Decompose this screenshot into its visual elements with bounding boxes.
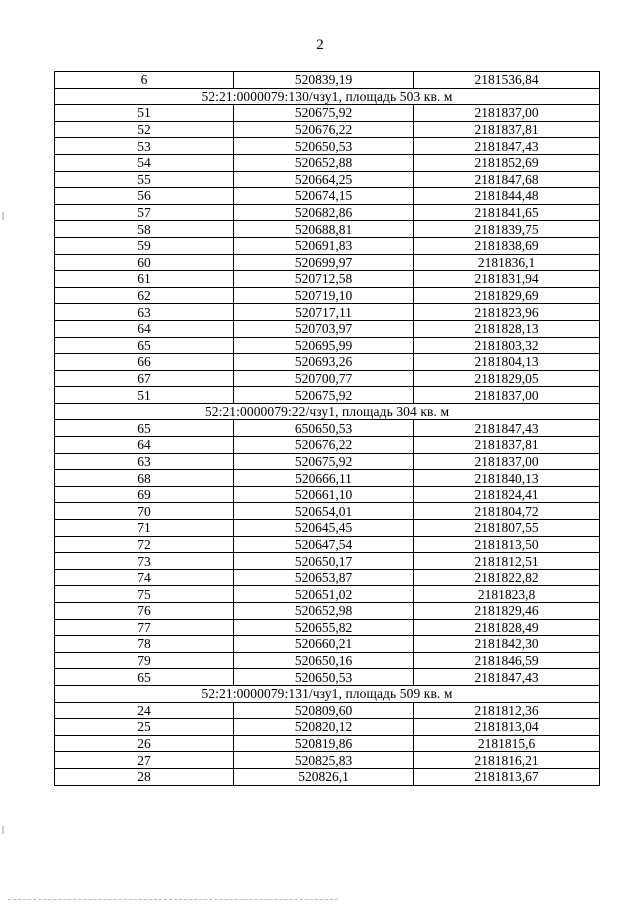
scan-edge-mark <box>2 212 4 220</box>
table-row <box>55 188 600 205</box>
bottom-rule <box>8 899 338 900</box>
point-number-cell: 52 <box>55 121 234 138</box>
x-coordinate-cell: 520820,12 <box>234 719 414 736</box>
x-coordinate-cell: 520676,22 <box>234 437 414 454</box>
table-row <box>55 204 600 221</box>
table-row <box>55 520 600 537</box>
x-coordinate-cell: 520675,92 <box>234 387 414 404</box>
x-coordinate-cell: 520650,53 <box>234 138 414 155</box>
y-coordinate-cell: 2181839,75 <box>414 221 600 238</box>
x-coordinate-cell: 520652,88 <box>234 154 414 171</box>
point-number-cell: 26 <box>55 735 234 752</box>
page-number: 2 <box>316 37 324 53</box>
x-coordinate-cell: 650650,53 <box>234 420 414 437</box>
point-number-cell: 58 <box>55 221 234 238</box>
table-row <box>55 304 600 321</box>
x-coordinate-cell: 520654,01 <box>234 503 414 520</box>
table-row <box>55 470 600 487</box>
y-coordinate-cell: 2181823,8 <box>414 586 600 603</box>
section-title: 52:21:0000079:130/чзу1, площадь 503 кв. м <box>55 88 600 105</box>
point-number-cell: 75 <box>55 586 234 603</box>
table-row <box>55 354 600 371</box>
section-title: 52:21:0000079:22/чзу1, площадь 304 кв. м <box>55 403 600 420</box>
x-coordinate-cell: 520719,10 <box>234 287 414 304</box>
point-number-cell: 63 <box>55 453 234 470</box>
x-coordinate-cell: 520717,11 <box>234 304 414 321</box>
point-number-cell: 65 <box>55 337 234 354</box>
section-title: 52:21:0000079:131/чзу1, площадь 509 кв. м <box>55 685 600 702</box>
y-coordinate-cell: 2181829,05 <box>414 370 600 387</box>
y-coordinate-cell: 2181847,43 <box>414 420 600 437</box>
table-row <box>55 287 600 304</box>
point-number-cell: 73 <box>55 553 234 570</box>
point-number-cell: 63 <box>55 304 234 321</box>
table-row <box>55 652 600 669</box>
point-number-cell: 28 <box>55 768 234 785</box>
table-row <box>55 619 600 636</box>
y-coordinate-cell: 2181813,50 <box>414 536 600 553</box>
y-coordinate-cell: 2181536,84 <box>414 72 600 89</box>
point-number-cell: 53 <box>55 138 234 155</box>
x-coordinate-cell: 520676,22 <box>234 121 414 138</box>
point-number-cell: 24 <box>55 702 234 719</box>
table-row <box>55 569 600 586</box>
x-coordinate-cell: 520819,86 <box>234 735 414 752</box>
table-row <box>55 271 600 288</box>
y-coordinate-cell: 2181812,36 <box>414 702 600 719</box>
x-coordinate-cell: 520652,98 <box>234 603 414 620</box>
table-row <box>55 221 600 238</box>
point-number-cell: 62 <box>55 287 234 304</box>
y-coordinate-cell: 2181829,69 <box>414 287 600 304</box>
section-header-row <box>55 685 600 702</box>
y-coordinate-cell: 2181838,69 <box>414 237 600 254</box>
y-coordinate-cell: 2181837,81 <box>414 437 600 454</box>
x-coordinate-cell: 520651,02 <box>234 586 414 603</box>
point-number-cell: 78 <box>55 636 234 653</box>
y-coordinate-cell: 2181837,81 <box>414 121 600 138</box>
table-row <box>55 320 600 337</box>
x-coordinate-cell: 520666,11 <box>234 470 414 487</box>
coordinates-table-body <box>55 72 600 786</box>
table-row <box>55 72 600 89</box>
table-row <box>55 503 600 520</box>
y-coordinate-cell: 2181812,51 <box>414 553 600 570</box>
table-row <box>55 636 600 653</box>
y-coordinate-cell: 2181837,00 <box>414 387 600 404</box>
y-coordinate-cell: 2181823,96 <box>414 304 600 321</box>
x-coordinate-cell: 520839,19 <box>234 72 414 89</box>
y-coordinate-cell: 2181813,04 <box>414 719 600 736</box>
x-coordinate-cell: 520653,87 <box>234 569 414 586</box>
table-row <box>55 237 600 254</box>
point-number-cell: 77 <box>55 619 234 636</box>
y-coordinate-cell: 2181842,30 <box>414 636 600 653</box>
y-coordinate-cell: 2181813,67 <box>414 768 600 785</box>
x-coordinate-cell: 520655,82 <box>234 619 414 636</box>
table-row <box>55 254 600 271</box>
point-number-cell: 64 <box>55 437 234 454</box>
table-row <box>55 486 600 503</box>
table-row <box>55 719 600 736</box>
y-coordinate-cell: 2181822,82 <box>414 569 600 586</box>
y-coordinate-cell: 2181844,48 <box>414 188 600 205</box>
table-row <box>55 735 600 752</box>
table-row <box>55 121 600 138</box>
point-number-cell: 54 <box>55 154 234 171</box>
x-coordinate-cell: 520693,26 <box>234 354 414 371</box>
y-coordinate-cell: 2181841,65 <box>414 204 600 221</box>
coordinates-table <box>54 71 600 786</box>
y-coordinate-cell: 2181852,69 <box>414 154 600 171</box>
x-coordinate-cell: 520664,25 <box>234 171 414 188</box>
table-row <box>55 370 600 387</box>
x-coordinate-cell: 520699,97 <box>234 254 414 271</box>
table-row <box>55 337 600 354</box>
point-number-cell: 51 <box>55 105 234 122</box>
y-coordinate-cell: 2181831,94 <box>414 271 600 288</box>
point-number-cell: 72 <box>55 536 234 553</box>
y-coordinate-cell: 2181836,1 <box>414 254 600 271</box>
x-coordinate-cell: 520650,17 <box>234 553 414 570</box>
point-number-cell: 74 <box>55 569 234 586</box>
y-coordinate-cell: 2181840,13 <box>414 470 600 487</box>
y-coordinate-cell: 2181804,13 <box>414 354 600 371</box>
y-coordinate-cell: 2181815,6 <box>414 735 600 752</box>
table-row <box>55 437 600 454</box>
point-number-cell: 65 <box>55 420 234 437</box>
x-coordinate-cell: 520695,99 <box>234 337 414 354</box>
table-row <box>55 536 600 553</box>
x-coordinate-cell: 520825,83 <box>234 752 414 769</box>
y-coordinate-cell: 2181847,68 <box>414 171 600 188</box>
section-header-row <box>55 403 600 420</box>
x-coordinate-cell: 520645,45 <box>234 520 414 537</box>
x-coordinate-cell: 520650,16 <box>234 652 414 669</box>
y-coordinate-cell: 2181847,43 <box>414 138 600 155</box>
x-coordinate-cell: 520674,15 <box>234 188 414 205</box>
point-number-cell: 61 <box>55 271 234 288</box>
table-row <box>55 752 600 769</box>
point-number-cell: 66 <box>55 354 234 371</box>
y-coordinate-cell: 2181828,13 <box>414 320 600 337</box>
y-coordinate-cell: 2181847,43 <box>414 669 600 686</box>
x-coordinate-cell: 520660,21 <box>234 636 414 653</box>
point-number-cell: 71 <box>55 520 234 537</box>
x-coordinate-cell: 520675,92 <box>234 453 414 470</box>
x-coordinate-cell: 520647,54 <box>234 536 414 553</box>
point-number-cell: 69 <box>55 486 234 503</box>
point-number-cell: 55 <box>55 171 234 188</box>
x-coordinate-cell: 520688,81 <box>234 221 414 238</box>
table-row <box>55 387 600 404</box>
x-coordinate-cell: 520712,58 <box>234 271 414 288</box>
x-coordinate-cell: 520700,77 <box>234 370 414 387</box>
point-number-cell: 59 <box>55 237 234 254</box>
y-coordinate-cell: 2181824,41 <box>414 486 600 503</box>
point-number-cell: 6 <box>55 72 234 89</box>
point-number-cell: 56 <box>55 188 234 205</box>
x-coordinate-cell: 520682,86 <box>234 204 414 221</box>
point-number-cell: 79 <box>55 652 234 669</box>
x-coordinate-cell: 520703,97 <box>234 320 414 337</box>
y-coordinate-cell: 2181816,21 <box>414 752 600 769</box>
table-row <box>55 138 600 155</box>
y-coordinate-cell: 2181846,59 <box>414 652 600 669</box>
table-row <box>55 171 600 188</box>
point-number-cell: 27 <box>55 752 234 769</box>
table-row <box>55 420 600 437</box>
table-row <box>55 154 600 171</box>
section-header-row <box>55 88 600 105</box>
y-coordinate-cell: 2181807,55 <box>414 520 600 537</box>
table-row <box>55 553 600 570</box>
y-coordinate-cell: 2181804,72 <box>414 503 600 520</box>
table-row <box>55 105 600 122</box>
y-coordinate-cell: 2181828,49 <box>414 619 600 636</box>
point-number-cell: 51 <box>55 387 234 404</box>
y-coordinate-cell: 2181837,00 <box>414 105 600 122</box>
point-number-cell: 25 <box>55 719 234 736</box>
x-coordinate-cell: 520650,53 <box>234 669 414 686</box>
table-row <box>55 586 600 603</box>
table-row <box>55 669 600 686</box>
table-row <box>55 702 600 719</box>
point-number-cell: 70 <box>55 503 234 520</box>
x-coordinate-cell: 520826,1 <box>234 768 414 785</box>
y-coordinate-cell: 2181829,46 <box>414 603 600 620</box>
point-number-cell: 57 <box>55 204 234 221</box>
table-row <box>55 453 600 470</box>
x-coordinate-cell: 520661,10 <box>234 486 414 503</box>
point-number-cell: 76 <box>55 603 234 620</box>
y-coordinate-cell: 2181837,00 <box>414 453 600 470</box>
table-row <box>55 603 600 620</box>
point-number-cell: 68 <box>55 470 234 487</box>
x-coordinate-cell: 520691,83 <box>234 237 414 254</box>
x-coordinate-cell: 520675,92 <box>234 105 414 122</box>
point-number-cell: 64 <box>55 320 234 337</box>
point-number-cell: 65 <box>55 669 234 686</box>
y-coordinate-cell: 2181803,32 <box>414 337 600 354</box>
scan-edge-mark <box>2 826 4 834</box>
x-coordinate-cell: 520809,60 <box>234 702 414 719</box>
table-row <box>55 768 600 785</box>
point-number-cell: 67 <box>55 370 234 387</box>
point-number-cell: 60 <box>55 254 234 271</box>
